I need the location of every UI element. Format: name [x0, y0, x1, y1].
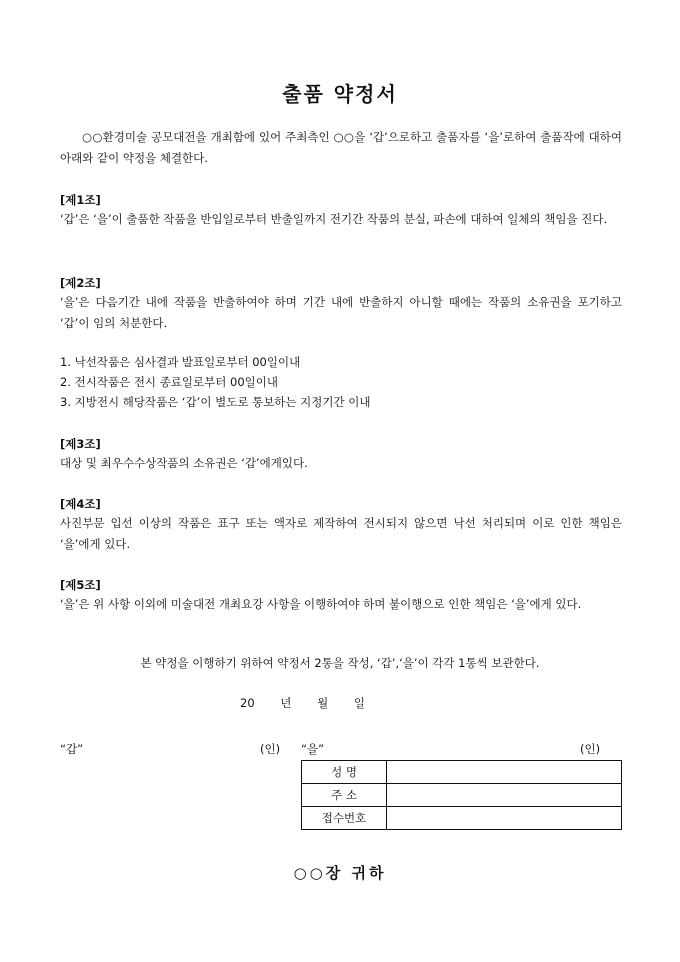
article-2-list-item-1: 1. 낙선작품은 심사결과 발표일로부터 00일이내 [60, 355, 301, 369]
article-2-heading: [제2조] [60, 276, 101, 290]
date-line [240, 695, 387, 711]
article-3-heading: [제3조] [60, 437, 101, 451]
article-4-body: 사진부문 입선 이상의 작품은 표구 또는 액자로 제작하여 전시되지 않으면 낙선 처리되며 이로 인한 책임은 ‘을’에게 있다. [60, 516, 622, 551]
date-month-label: 월 [317, 696, 329, 710]
article-1-body: ‘갑’은 ‘을’이 출품한 작품을 반입일로부터 반출일까지 전기간 작품의 분실, 파손에 대하여 일체의 책임을 진다. [60, 212, 608, 226]
closing-statement: 본 약정을 이행하기 위하여 약정서 2통을 작성, ‘갑’,‘을’이 각각 1통씩 보관한다. [140, 656, 540, 670]
article-2-body: ‘을’은 다음기간 내에 작품을 반출하여야 하며 기간 내에 반출하지 아니할 때에는 작품의 소유권을 포기하고 ‘갑’이 임의 처분한다. [60, 295, 622, 330]
receipt-number-label: 접수번호 [302, 807, 387, 830]
date-year-label: 년 [280, 696, 292, 710]
table-row [302, 784, 622, 807]
party-a-seal: (인) [260, 742, 281, 756]
article-2-list-item-3: 3. 지방전시 해당작품은 ‘갑’이 별도로 통보하는 지정기간 이내 [60, 395, 371, 409]
date-day-label: 일 [353, 696, 365, 710]
article-5-heading: [제5조] [60, 578, 101, 592]
recipient-line: ○○장 귀하 [293, 864, 387, 882]
address-label: 주 소 [302, 784, 387, 807]
document-title: 출품 약정서 [282, 82, 398, 106]
article-4-heading: [제4조] [60, 497, 101, 511]
article-3-body: 대상 및 최우수수상작품의 소유권은 ‘갑’에게있다. [60, 456, 308, 470]
date-prefix: 20 [240, 696, 255, 710]
article-1-heading: [제1조] [60, 193, 101, 207]
address-field[interactable] [387, 784, 622, 807]
name-label: 성 명 [302, 761, 387, 784]
intro-paragraph: ○○환경미술 공모대전을 개최함에 있어 주최측인 ○○을 ‘갑’으로하고 출품자를 ‘을’로하여 출품작에 대하여 아래와 같이 약정을 체결한다. [60, 130, 622, 165]
party-a-label: “갑” [60, 742, 84, 756]
party-b-label: “을” [301, 742, 325, 756]
applicant-info-table [301, 760, 622, 830]
table-row [302, 807, 622, 830]
party-b-seal: (인) [580, 742, 601, 756]
receipt-number-field[interactable] [387, 807, 622, 830]
table-row [302, 761, 622, 784]
article-2-list-item-2: 2. 전시작품은 전시 종료일로부터 00일이내 [60, 375, 278, 389]
article-5-body: ‘을’은 위 사항 이외에 미술대전 개최요강 사항을 이행하여야 하며 불이행으로 인한 책임은 ‘을’에게 있다. [60, 597, 582, 611]
name-field[interactable] [387, 761, 622, 784]
